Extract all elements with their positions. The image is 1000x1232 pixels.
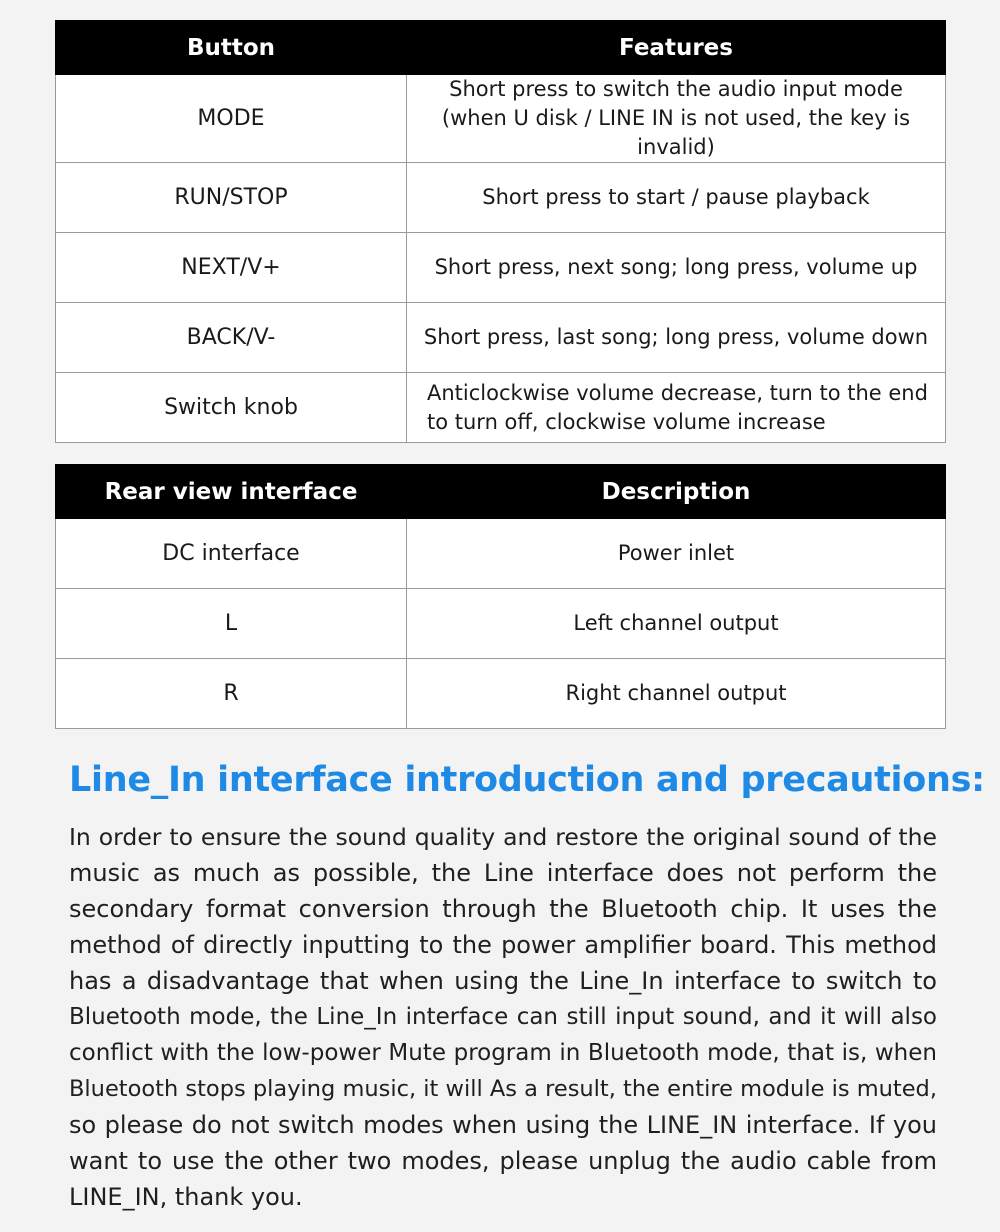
paragraph-line: music as much as possible, the Line interface does not perform the (69, 859, 937, 887)
table-row (56, 233, 946, 303)
paragraph-line: conflict with the low-power Mute program in Bluetooth mode, that is, when (69, 1040, 937, 1066)
paragraph-line: Bluetooth mode, the Line_In interface can still input sound, and it will also (69, 1004, 937, 1030)
button-name-cell: BACK/V- (56, 303, 407, 373)
interface-cell: L (56, 589, 407, 659)
feature-cell: Short press to switch the audio input mode (when U disk / LINE IN is not used, the key is invalid) (407, 75, 946, 163)
paragraph-line: LINE_IN, thank you. (69, 1183, 303, 1211)
button-name-cell: MODE (56, 75, 407, 163)
button-features-table (55, 20, 946, 443)
button-name-cell: Switch knob (56, 373, 407, 443)
paragraph-line: method of directly inputting to the power amplifier board. This method (69, 931, 937, 959)
table-row (56, 589, 946, 659)
rear-interface-table (55, 464, 946, 729)
section-body-paragraph (69, 819, 937, 1215)
paragraph-line: want to use the other two modes, please unplug the audio cable from (69, 1147, 937, 1175)
paragraph-line: secondary format conversion through the Bluetooth chip. It uses the (69, 895, 937, 923)
feature-cell: Short press, last song; long press, volume down (407, 303, 946, 373)
table-row (56, 303, 946, 373)
description-cell: Left channel output (407, 589, 946, 659)
feature-cell: Short press to start / pause playback (407, 163, 946, 233)
button-name-cell: RUN/STOP (56, 163, 407, 233)
interface-cell: DC interface (56, 519, 407, 589)
table-row (56, 163, 946, 233)
section-title: Line_In interface introduction and precautions: (69, 760, 985, 800)
description-cell: Power inlet (407, 519, 946, 589)
table-header-row (56, 465, 946, 519)
table-row (56, 75, 946, 163)
feature-cell: Anticlockwise volume decrease, turn to the end to turn off, clockwise volume increase (407, 373, 946, 443)
table-header-row (56, 21, 946, 75)
table-row (56, 373, 946, 443)
column-header-button: Button (56, 21, 407, 75)
table-row (56, 659, 946, 729)
description-cell: Right channel output (407, 659, 946, 729)
feature-cell: Short press, next song; long press, volume up (407, 233, 946, 303)
paragraph-line: In order to ensure the sound quality and restore the original sound of the (69, 823, 937, 851)
paragraph-line: has a disadvantage that when using the Line_In interface to switch to (69, 967, 937, 995)
column-header-rear-view-interface: Rear view interface (56, 465, 407, 519)
interface-cell: R (56, 659, 407, 729)
button-name-cell: NEXT/V+ (56, 233, 407, 303)
paragraph-line: so please do not switch modes when using the LINE_IN interface. If you (69, 1111, 937, 1139)
paragraph-line: Bluetooth stops playing music, it will As a result, the entire module is muted, (69, 1076, 937, 1102)
column-header-description: Description (407, 465, 946, 519)
table-row (56, 519, 946, 589)
column-header-features: Features (407, 21, 946, 75)
